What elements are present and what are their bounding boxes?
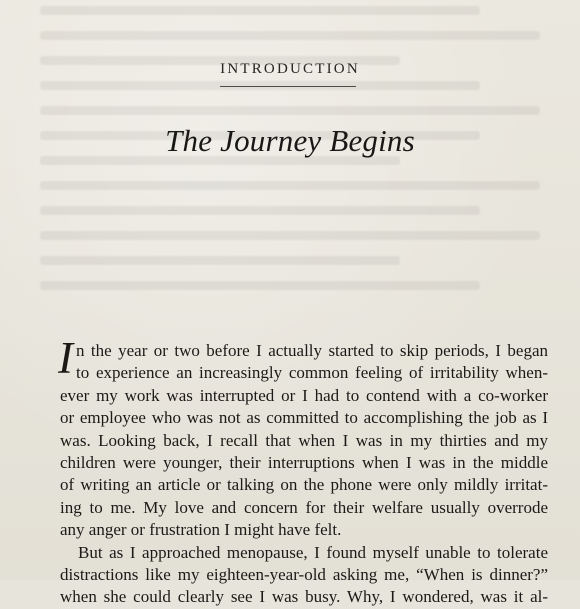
paragraph-line: was. Looking back, I recall that when I was in my thirties and my [60, 430, 548, 450]
section-label: INTRODUCTION [220, 61, 360, 77]
bleed-line [40, 181, 540, 190]
bleed-line [40, 256, 400, 265]
paragraph-line: of writing an article or talking on the phone were only mildly irritat- [60, 475, 548, 495]
paragraph-line: children were younger, their interruptions when I was in the middle [60, 453, 548, 473]
bleed-line [40, 231, 540, 240]
bleed-line [40, 106, 540, 115]
body-text [58, 333, 548, 609]
bleed-line [40, 6, 480, 15]
paragraph-line: to experience an increasingly common feeling of irritability when- [76, 363, 548, 383]
paragraph-line: or employee who was not as committed to accomplishing the job as I [60, 408, 548, 428]
paragraph-line: when she could clearly see I was busy. Why, I wondered, was it al- [60, 587, 548, 607]
bleed-line [40, 206, 480, 215]
paragraph-line: ing to me. My love and concern for their welfare usually overrode [60, 497, 548, 517]
bleed-line [40, 31, 540, 40]
paragraph-line: any anger or frustration I might have felt. [60, 520, 342, 540]
chapter-title: The Journey Begins [165, 123, 415, 158]
drop-cap: I [58, 333, 73, 383]
section-rule [220, 86, 356, 87]
paragraph-line: But as I approached menopause, I found myself unable to tolerate [78, 542, 548, 562]
bleed-line [40, 281, 480, 290]
paragraph-line: ever my work was interrupted or I had to contend with a co-worker [60, 385, 548, 405]
paragraph-line: distractions like my eighteen-year-old asking me, “When is dinner?” [60, 565, 548, 585]
paragraph-line-text: n the year or two before I actually started to skip periods, I began [76, 341, 548, 360]
